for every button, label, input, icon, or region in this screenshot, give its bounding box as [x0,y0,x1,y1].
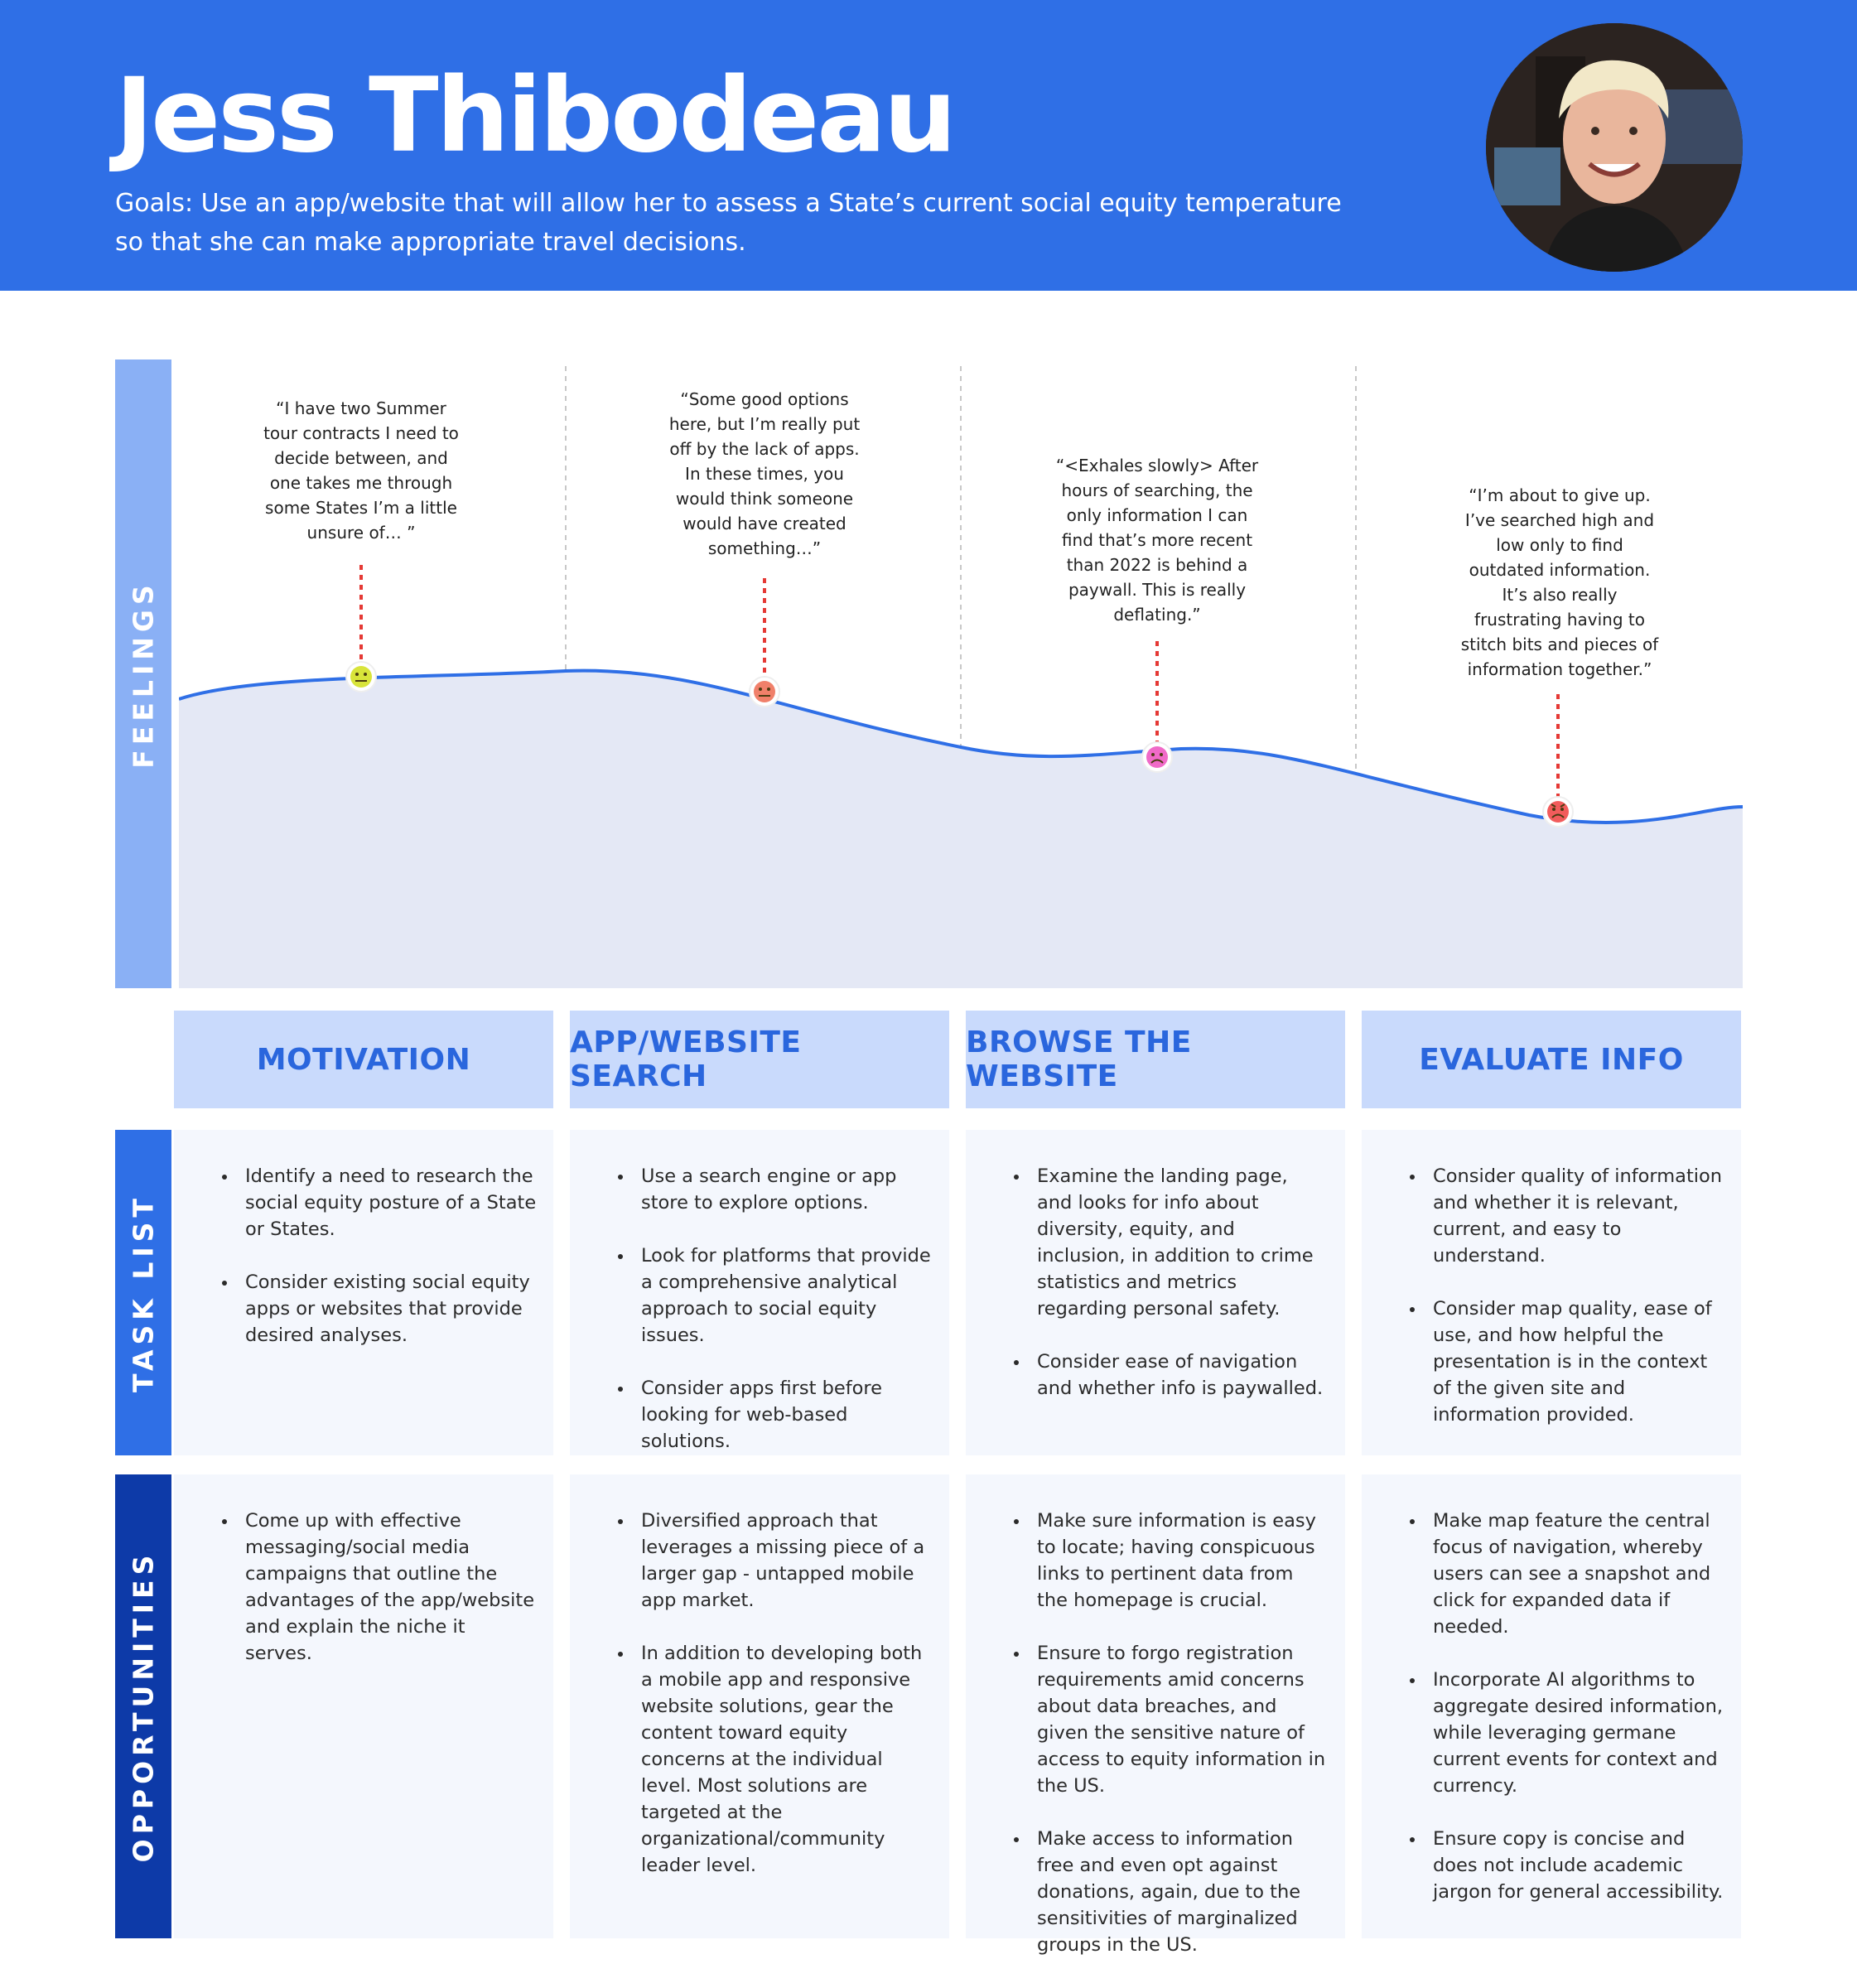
opportunity-item: Make map feature the central focus of navigation, whereby users can see a snapshot and click for expanded data if needed. [1408,1508,1724,1640]
opportunity-item: Come up with effective messaging/social media campaigns that outline the advantages of the app/website and explain the niche it serves. [220,1508,537,1667]
opportunities-search [570,1474,949,1938]
opportunities-evaluate [1362,1474,1741,1938]
persona-name: Jess Thibodeau [115,56,955,176]
stage-label: APP/WEBSITE SEARCH [570,1025,802,1093]
opportunity-item: Make sure information is easy to locate; having conspicuous links to pertinent data from the homepage is crucial. [1012,1508,1329,1614]
task-item: Examine the landing page, and looks for info about diversity, equity, and inclusion, in addition to crime statistics and metrics regarding personal safety. [1012,1163,1329,1322]
feelings-label-text: FEELINGS [127,579,160,769]
avatar [1486,23,1743,272]
quote-motivation: “I have two Summer tour contracts I need to decide between, and one takes me through some States I’m a little unsure of… ” [263,398,459,543]
stage-header-motivation [174,1011,553,1108]
opportunity-item: Ensure copy is concise and does not include academic jargon for general accessibility. [1408,1826,1724,1905]
quote-evaluate: “I’m about to give up. I’ve searched high and low only to find outdated information. It’s also really frustrating having to stitch bits and pieces of information together.” [1460,485,1659,679]
opportunities-browse [966,1474,1345,1956]
task-item: Consider map quality, ease of use, and how helpful the presentation is in the context of the given site and information provided. [1408,1296,1724,1428]
task-item: Consider quality of information and whether it is relevant, current, and easy to understand. [1408,1163,1724,1269]
task-item: Use a search engine or app store to explore options. [616,1163,933,1216]
task-item: Look for platforms that provide a comprehensive analytical approach to social equity issues. [616,1242,933,1349]
stage-label: BROWSE THE WEBSITE [966,1025,1192,1093]
stage-header-evaluate [1362,1011,1741,1108]
tasks-motivation [174,1130,553,1455]
stage-header-browse [966,1011,1345,1108]
opportunities-row-label [115,1474,171,1938]
neutral-face-icon [346,662,376,692]
sad-face-icon [1142,742,1172,772]
persona-goals: Goals: Use an app/website that will allow her to assess a State’s current social equity temperature so that she can make appropriate travel decisions. [115,189,1342,257]
opportunity-item: Make access to information free and even opt against donations, again, due to the sensitivities of marginalized groups in the US. [1012,1826,1329,1958]
task-item: Consider ease of navigation and whether info is paywalled. [1012,1349,1329,1402]
task-item: Consider existing social equity apps or websites that provide desired analyses. [220,1269,537,1349]
opportunities-label-text: OPPORTUNITIES [127,1550,160,1863]
opportunity-item: In addition to developing both a mobile app and responsive website solutions, gear the content toward equity concerns at the individual level. Most solutions are targeted at the organizational/community leader level. [616,1640,933,1879]
opportunity-item: Diversified approach that leverages a missing piece of a larger gap - untapped mobile app market. [616,1508,933,1614]
opportunity-item: Ensure to forgo registration requirements amid concerns about data breaches, and given the sensitive nature of access to equity information in the US. [1012,1640,1329,1799]
tasks-search [570,1130,949,1455]
worried-face-icon [750,677,779,707]
opportunity-item: Incorporate AI algorithms to aggregate desired information, while leveraging germane current events for context and currency. [1408,1667,1724,1799]
opportunities-motivation [174,1474,553,1938]
quote-search: “Some good options here, but I’m really put off by the lack of apps. In these times, you would think someone would have created something…” [668,389,861,558]
stage-label: EVALUATE INFO [1419,1042,1684,1077]
task-list-label-text: TASK LIST [127,1193,160,1392]
feelings-row-label [115,359,171,988]
task-item: Identify a need to research the social equity posture of a State or States. [220,1163,537,1242]
angry-face-icon [1543,797,1573,827]
stage-label: MOTIVATION [256,1042,471,1077]
task-list-row-label [115,1130,171,1455]
stage-header-search [570,1011,949,1108]
persona-header [0,0,1857,291]
task-item: Consider apps first before looking for web-based solutions. [616,1375,933,1455]
tasks-evaluate [1362,1130,1741,1455]
tasks-browse [966,1130,1345,1455]
quote-browse: “<Exhales slowly> After hours of searching, the only information I can find that’s more recent than 2022 is behind a paywall. This is really deflating.” [1055,456,1259,625]
